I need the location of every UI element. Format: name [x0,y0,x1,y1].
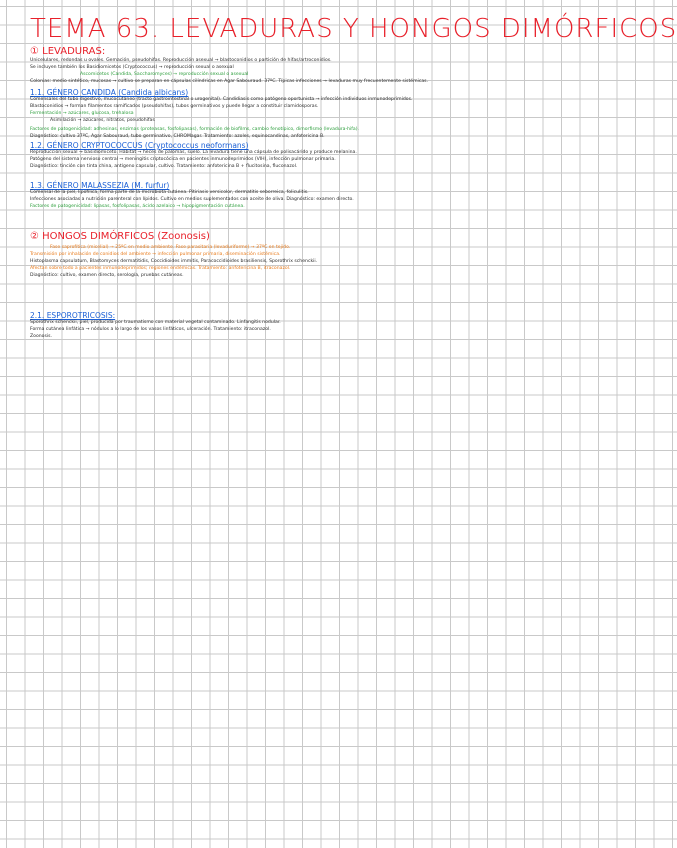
text-line: Colonias: medio sintético, mucosas → cultivo se preparan en cápsulas cilíndricas en Agar Sabouraud. 37ºC. Típicas infecciones → levaduras muy frecuentemente sistémicas. [30,79,429,84]
text-line: Unicelulares, redondas u ovales. Gemación, pseudohifas. Reproducción asexual → blastoconidios o partición de hifas/artroconidios. [30,58,332,63]
section-heading-hongos-dimorficos: ② HONGOS DIMÓRFICOS (Zoonosis) [30,231,210,242]
text-line: Se incluyen también los Basidiomicetos (Cryptococcus) → reproducción sexual o asexual [30,65,234,70]
text-line: Histoplasma capsulatum, Blastomyces dermatitidis, Coccidioides immitis, Paracoccidioides brasiliensis, Sporothrix schenckii. [30,259,318,264]
text-line: Diagnóstico: cultivo 37ºC, Agar Sabouraud, tubo germinativo, CHROMagar. Tratamiento: azoles, equinocandinas, anfotericina B. [30,134,325,139]
section-heading-esporotricosis: 2.1. ESPOROTRICOSIS: [30,311,116,320]
text-line: Fase saprofítica (micelial) → 25ºC en medio ambiente. Fase parasitaria (levaduriforme) → 37ºC en tejido. [50,245,291,250]
section-heading-levaduras: ① LEVADURAS: [30,46,106,57]
text-line: Transmisión por inhalación de conidios del ambiente → infección pulmonar primaria, diseminación sistémica. [30,252,281,257]
text-line: Reproducción sexual → basidiomiceto. Hábitat → heces de palomas, suelo. La levadura tiene una cápsula de polisacárido y produce melanina. [30,150,357,155]
text-line: Zoonosis. [30,334,53,339]
text-line: Factores de patogenicidad: lipasas, fosfolipasas, ácido azelaico → hipopigmentación cutánea. [30,204,245,209]
text-line: Ascomicetos (Candida, Saccharomyces) → reproducción sexual o asexual [80,72,249,77]
section-heading-candida: 1.1. GÉNERO CANDIDA (Candida albicans) [30,88,189,97]
section-heading-cryptococcus: 1.2. GÉNERO CRYPTOCOCCUS (Cryptococcus neoformans) [30,141,249,150]
text-line: Diagnóstico: cultivo, examen directo, serología, pruebas cutáneas. [30,273,184,278]
text-line: Factores de patogenicidad: adhesinas, enzimas (proteasas, fosfolipasas), formación de biofilms, cambio fenotípico, dimorfismo (levadura-hifa). [30,127,359,132]
text-line: Forma cutánea linfática → nódulos a lo largo de los vasos linfáticos, ulceración. Tratamiento: itraconazol. [30,327,271,332]
text-line: Comensales del tubo digestivo, mucocutáneo (tracto gastrointestinal o urogenital). Candidiasis como patógeno oportunista → infección individuos inmunodeprimidos. [30,97,413,102]
text-line: Diagnóstico: tinción con tinta china, antígeno capsular, cultivo. Tratamiento: anfotericina B + flucitosina, fluconazol. [30,164,298,169]
text-line: Afectan sobre todo a pacientes inmunodeprimidos; regiones endémicas. Tratamiento: anfotericina B, itraconazol. [30,266,291,271]
text-line: Comensal de la piel, lipofílica, forma parte de la microbiota cutánea. Pitiriasis versicolor, dermatitis seborreica, foliculitis. [30,190,309,195]
text-line: Sporothrix schenckii, piel, producida por traumatismo con material vegetal contaminado. Linfangitis nodular. [30,320,281,325]
text-line: Asimilación → azúcares, nitratos, pseudohifas [50,118,155,123]
text-line: Fermentación → azúcares, glucosa, trehalosa [30,111,134,116]
section-heading-malassezia: 1.3. GÉNERO MALASSEZIA (M. furfur) [30,181,170,190]
text-line: Infecciones asociadas a nutrición parenteral con lípidos. Cultivo en medios suplementados con aceite de oliva. Diagnóstico: examen directo. [30,197,354,202]
text-line: Patógeno del sistema nervioso central → meningitis criptocócica en pacientes inmunodeprimidos (VIH), infección pulmonar primaria. [30,157,336,162]
page-title: TEMA 63. LEVADURAS Y HONGOS DIMÓRFICOS [30,14,677,44]
text-line: Blastoconidios → forman filamentos ramificados (pseudohifas), tubos germinativos y puede llegar a constituir clamidosporas. [30,104,319,109]
